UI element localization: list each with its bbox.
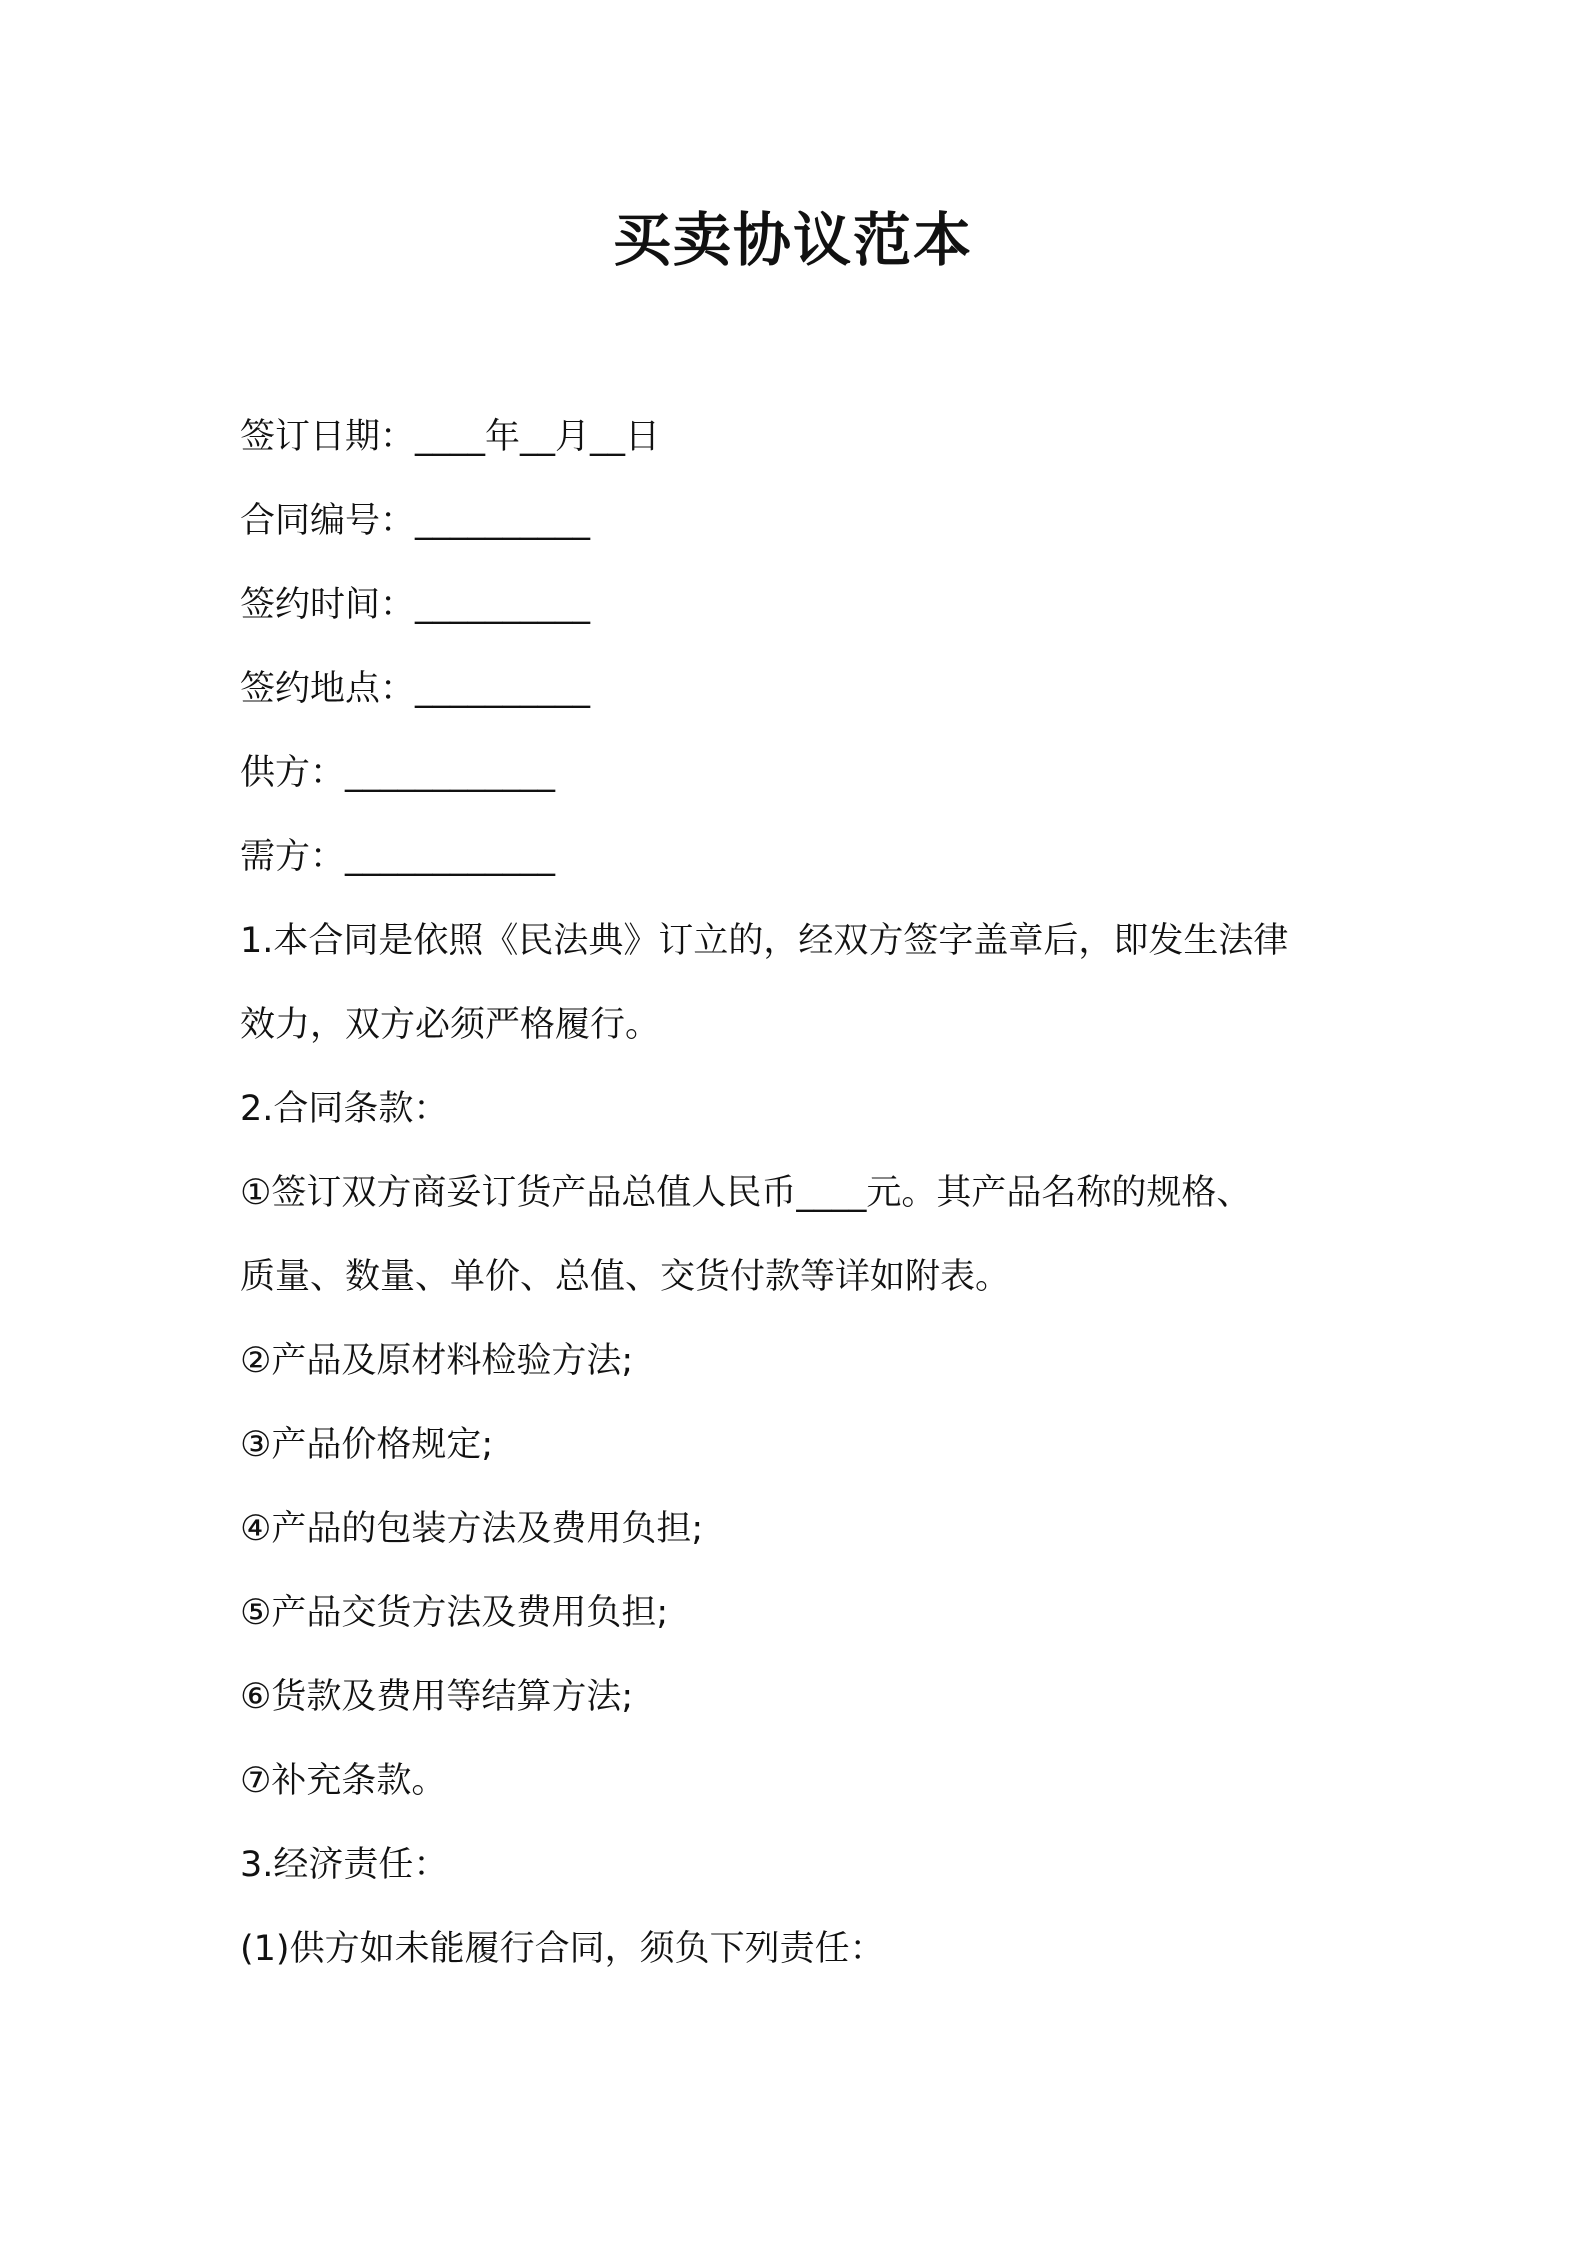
document-title: 买卖协议范本 — [612, 206, 973, 274]
clause-2-item-1-line-2: 质量、数量、单价、总值、交货付款等详如附表。 — [240, 1257, 1011, 1297]
clause-2-item-2: ②产品及原材料检验方法; — [240, 1341, 634, 1381]
document-body — [240, 395, 1370, 1991]
clause-2-item-4: ④产品的包装方法及费用负担; — [240, 1509, 704, 1549]
clause-2-item-6: ⑥货款及费用等结算方法; — [240, 1677, 634, 1717]
clause-2-item-5: ⑤产品交货方法及费用负担; — [240, 1593, 669, 1633]
clause-1-line-1: 1.本合同是依照《民法典》订立的，经双方签字盖章后，即发生法律 — [240, 921, 1289, 961]
buyer-line: 需方：____________ — [240, 837, 556, 877]
sign-date-line: 签订日期：____年__月__日 — [240, 417, 661, 457]
sign-place-line: 签约地点：__________ — [240, 669, 591, 709]
clause-2-heading: 2.合同条款： — [240, 1089, 449, 1129]
clause-2-item-3: ③产品价格规定; — [240, 1425, 494, 1465]
clause-2-item-1-line-1: ①签订双方商妥订货产品总值人民币____元。其产品名称的规格、 — [240, 1173, 1252, 1213]
clause-3-item-1: (1)供方如未能履行合同，须负下列责任： — [240, 1929, 885, 1969]
sign-time-line: 签约时间：__________ — [240, 585, 591, 625]
clause-2-item-7: ⑦补充条款。 — [240, 1761, 447, 1801]
clause-1-line-2: 效力，双方必须严格履行。 — [240, 1005, 661, 1045]
supplier-line: 供方：____________ — [240, 753, 556, 793]
contract-number-line: 合同编号：__________ — [240, 501, 591, 541]
clause-3-heading: 3.经济责任： — [240, 1845, 449, 1885]
